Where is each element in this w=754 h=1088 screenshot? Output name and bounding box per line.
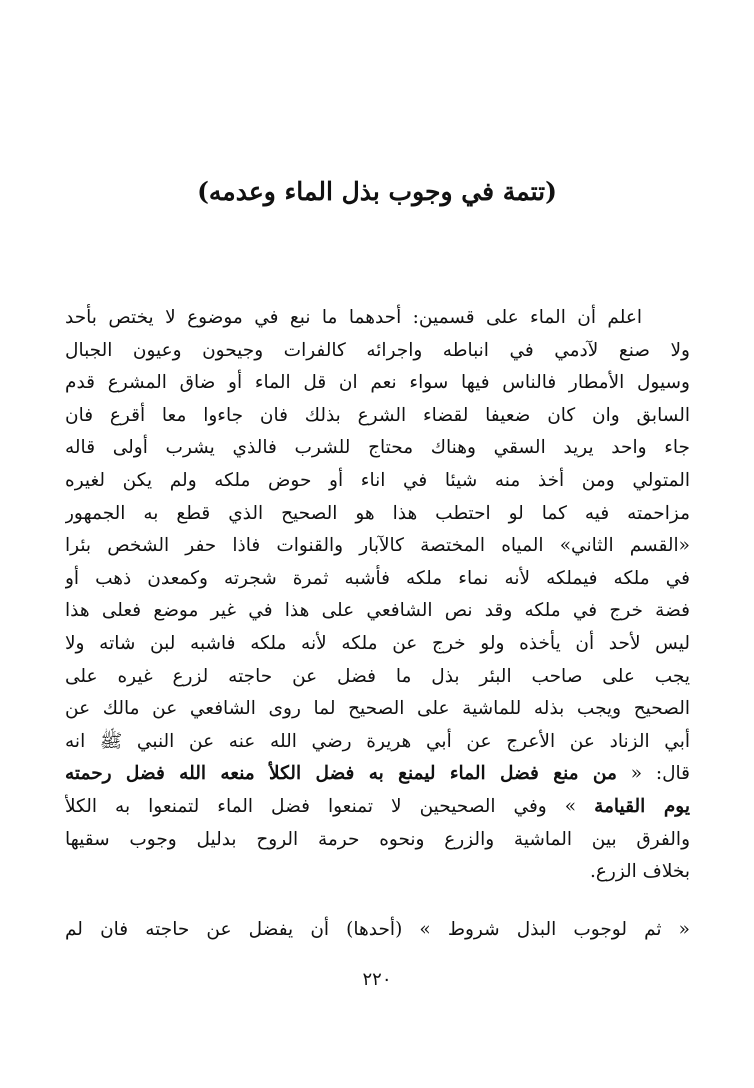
text-line: في ملكه فيملكه لأنه نماء ملكه فأشبه ثمرة شجرته وكمعدن ذهب أو [65,567,690,589]
text-line: ليس لأحد أن يأخذه ولو خرج عن ملكه لأنه ملكه فاشبه لبن شاته ولا [65,632,690,654]
text-line: الصحيح ويجب بذله للماشية على الصحيح لما روى الشافعي عن مالك عن [65,698,690,720]
text-line: فضة خرج في ملكه وقد نص الشافعي على هذا في غير موضع فعلى هذا [65,600,690,622]
text-line: أبي الزناد عن الأعرج عن أبي هريرة رضي الله عنه عن النبي ﷺ انه [65,730,690,752]
page-number: ٢٢٠ [362,969,392,990]
text-line: « ثم لوجوب البذل شروط » (أحدها) أن يفضل عن حاجته فان لم [65,919,690,940]
text-line: والفرق بين الماشية والزرع ونحوه حرمة الروح بدليل وجوب سقيها [65,828,690,850]
text-line: ولا صنع لآدمي في انباطه واجرائه كالفرات وجيحون وعيون الجبال [65,339,690,361]
text-line: وسيول الأمطار فالناس فيها سواء نعم ان قل الماء أو ضاق المشرع قدم [65,372,690,394]
section-title: (تتمة في وجوب بذل الماء وعدمه) [197,177,557,206]
text-line: جاء واحد يريد السقي وهناك محتاج للشرب فالذي يشرب أولى قاله [65,437,690,459]
second-paragraph [65,914,690,947]
text-line: المتولي ومن أخذ منه شيئا في اناء أو حوض ملكه ولم يكن لغيره [65,469,690,491]
hadith-quote: من منع فضل الماء ليمنع به فضل الكلأ منعه الله فضل رحمته [65,763,617,785]
text-line: السابق وان كان ضعيفا لقضاء الشرع بذلك فان جاءوا معا أقرع فان [65,404,690,426]
text-line: بخلاف الزرع. [589,861,690,883]
text-line: «القسم الثاني» المياه المختصة كالآبار والقنوات فاذا حفر الشخص بئرا [65,535,690,557]
text-line: يجب على صاحب البئر بذل ما فضل عن حاجته لزرع غيره على [65,665,690,687]
main-paragraph [65,302,690,889]
hadith-quote: يوم القيامة [594,795,690,817]
text-line: يوم القيامة » وفي الصحيحين لا تمنعوا فضل الماء لتمنعوا به الكلأ [65,795,690,817]
text-line: مزاحمته فيه كما لو احتطب هذا هو الصحيح الذي قطع به الجمهور [65,502,690,524]
text-line: اعلم أن الماء على قسمين: أحدهما ما نبع في موضوع لا يختص بأحد [65,307,642,328]
text-line: قال: « من منع فضل الماء ليمنع به فضل الكلأ منعه الله فضل رحمته [65,763,690,785]
